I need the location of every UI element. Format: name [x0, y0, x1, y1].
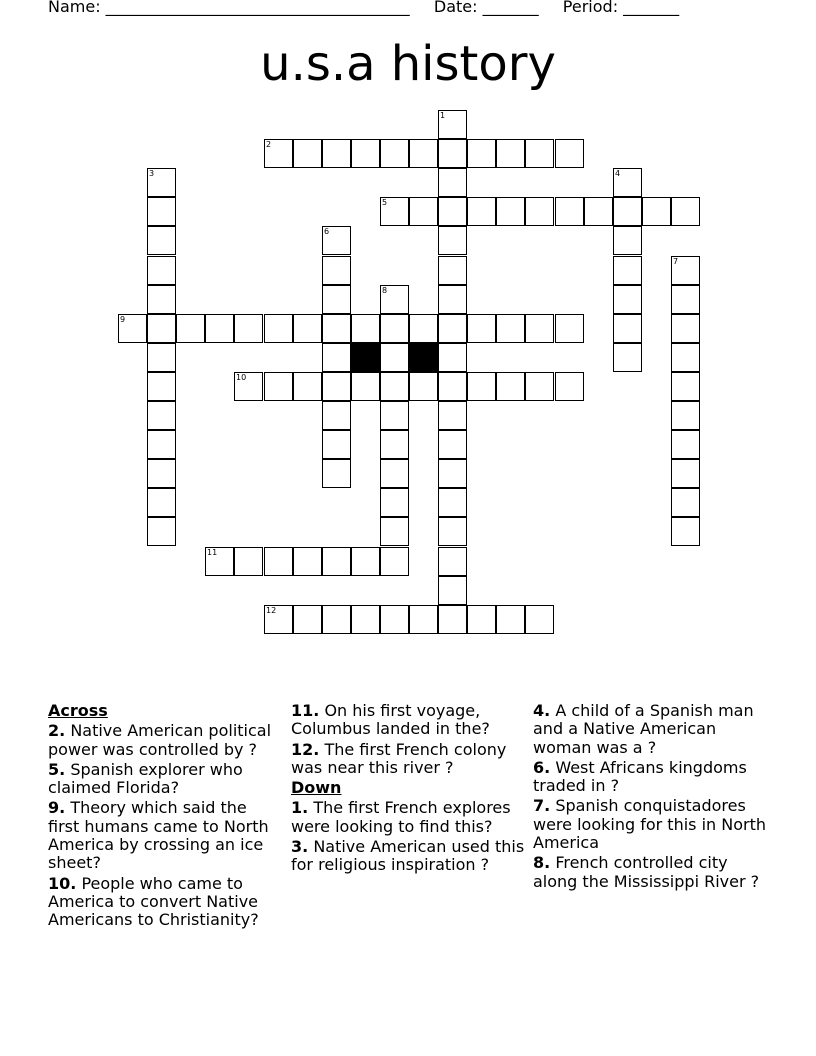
crossword-cell[interactable]: [380, 343, 409, 372]
crossword-cell[interactable]: [438, 488, 467, 517]
crossword-cell[interactable]: [293, 605, 322, 634]
clue-text: French controlled city along the Mississippi River ?: [533, 853, 760, 891]
clue-number: 8.: [533, 853, 551, 873]
date-blank[interactable]: _______: [477, 0, 539, 16]
clue-text: Spanish conquistadores were looking for this in North America: [533, 796, 766, 853]
crossword-cell[interactable]: [234, 372, 263, 401]
crossword-cell[interactable]: [409, 605, 438, 634]
crossword-cell[interactable]: [671, 459, 700, 488]
crossword-cell[interactable]: [467, 197, 496, 226]
crossword-cell[interactable]: [438, 547, 467, 576]
crossword-cell[interactable]: [322, 430, 351, 459]
crossword-cell[interactable]: [322, 401, 351, 430]
clue-text: Spanish explorer who claimed Florida?: [48, 759, 243, 798]
crossword-cell[interactable]: [613, 168, 642, 197]
crossword-cell[interactable]: [438, 605, 467, 634]
crossword-cell[interactable]: [147, 197, 176, 226]
clue-text: Native American used this for religious inspiration ?: [291, 837, 525, 875]
cell-number: 5: [382, 198, 388, 207]
clue-number: 1.: [291, 798, 309, 818]
crossword-cell[interactable]: [322, 314, 351, 343]
clue-down-6: [533, 759, 768, 796]
crossword-cell[interactable]: [147, 343, 176, 372]
crossword-cell[interactable]: [642, 197, 671, 226]
crossword-cell[interactable]: [322, 372, 351, 401]
cell-number: 8: [382, 286, 388, 295]
crossword-cell[interactable]: [438, 401, 467, 430]
clue-number: 3.: [291, 837, 309, 857]
crossword-cell[interactable]: [147, 226, 176, 255]
crossword-cell[interactable]: [264, 314, 293, 343]
clue-number: 2.: [48, 721, 66, 741]
crossword-cell[interactable]: [525, 197, 554, 226]
crossword-cell[interactable]: [380, 314, 409, 343]
crossword-cell[interactable]: [293, 372, 322, 401]
cell-number: 4: [615, 169, 621, 178]
crossword-cell[interactable]: [409, 139, 438, 168]
crossword-cell[interactable]: [205, 314, 234, 343]
crossword-cell[interactable]: [322, 256, 351, 285]
crossword-cell[interactable]: [380, 139, 409, 168]
down-heading: Down: [291, 778, 342, 798]
clue-number: 10.: [48, 873, 77, 893]
crossword-cell[interactable]: [438, 256, 467, 285]
crossword-cell[interactable]: [234, 314, 263, 343]
cell-number: 1: [440, 111, 446, 120]
crossword-cell[interactable]: [671, 197, 700, 226]
clue-across-12: [291, 741, 526, 778]
crossword-cell[interactable]: [671, 430, 700, 459]
crossword-cell[interactable]: [380, 547, 409, 576]
crossword-cell[interactable]: [671, 314, 700, 343]
clue-across-10: [48, 875, 283, 930]
crossword-cell[interactable]: [525, 314, 554, 343]
cell-number: 12: [266, 606, 277, 615]
crossword-cell[interactable]: [176, 314, 205, 343]
crossword-cell[interactable]: [351, 372, 380, 401]
clue-number: 5.: [48, 759, 66, 779]
crossword-cell[interactable]: [438, 459, 467, 488]
crossword-cell[interactable]: [467, 605, 496, 634]
crossword-cell[interactable]: [380, 605, 409, 634]
crossword-cell[interactable]: [380, 430, 409, 459]
crossword-cell[interactable]: [613, 343, 642, 372]
crossword-cell[interactable]: [351, 605, 380, 634]
crossword-cell[interactable]: [438, 110, 467, 139]
clue-down-1: [291, 799, 526, 836]
clue-text: A child of a Spanish man and a Native American woman was a ?: [533, 701, 754, 757]
crossword-cell[interactable]: [293, 314, 322, 343]
crossword-cell[interactable]: [555, 314, 584, 343]
clue-text: The first French explores were looking to find this?: [291, 798, 511, 836]
crossword-cell[interactable]: [467, 314, 496, 343]
clue-column-1: [48, 702, 283, 932]
blocked-cell: [351, 343, 380, 372]
clue-number: 12.: [291, 739, 320, 759]
crossword-cell[interactable]: [322, 605, 351, 634]
crossword-cell[interactable]: [322, 459, 351, 488]
clue-across-9: [48, 799, 283, 872]
crossword-cell[interactable]: [351, 547, 380, 576]
crossword-cell[interactable]: [322, 139, 351, 168]
clue-number: 4.: [533, 701, 551, 720]
crossword-cell[interactable]: [671, 285, 700, 314]
clue-across-11: [291, 702, 526, 739]
crossword-cell[interactable]: [351, 139, 380, 168]
crossword-cell[interactable]: [147, 488, 176, 517]
clue-number: 7.: [533, 796, 551, 816]
crossword-cell[interactable]: [671, 401, 700, 430]
crossword-cell[interactable]: [438, 226, 467, 255]
crossword-cell[interactable]: [438, 139, 467, 168]
crossword-cell[interactable]: [671, 517, 700, 546]
crossword-cell[interactable]: [147, 372, 176, 401]
crossword-cell[interactable]: [438, 372, 467, 401]
across-heading: Across: [48, 701, 108, 720]
crossword-cell[interactable]: [322, 547, 351, 576]
clue-number: 6.: [533, 757, 551, 777]
cell-number: 7: [673, 257, 679, 266]
crossword-cell[interactable]: [613, 314, 642, 343]
period-label: Period:: [562, 0, 619, 16]
crossword-cell[interactable]: [205, 547, 234, 576]
crossword-cell[interactable]: [409, 314, 438, 343]
crossword-cell[interactable]: [613, 256, 642, 285]
crossword-cell[interactable]: [147, 168, 176, 197]
clue-across-2: [48, 722, 283, 759]
crossword-cell[interactable]: [496, 314, 525, 343]
crossword-cell[interactable]: [147, 314, 176, 343]
crossword-cell[interactable]: [467, 372, 496, 401]
blocked-cell: [409, 343, 438, 372]
crossword-cell[interactable]: [555, 197, 584, 226]
clue-text: Native American political power was controlled by ?: [48, 721, 272, 759]
clue-column-3: [533, 702, 768, 893]
crossword-cell[interactable]: [147, 401, 176, 430]
crossword-cell[interactable]: [234, 547, 263, 576]
crossword-cell[interactable]: [264, 547, 293, 576]
clue-text: On his first voyage, Columbus landed in the?: [291, 701, 490, 739]
cell-number: 2: [266, 140, 272, 149]
clue-down-7: [533, 797, 768, 852]
clue-across-5: [48, 761, 283, 798]
crossword-cell[interactable]: [438, 197, 467, 226]
clue-text: West Africans kingdoms traded in ?: [533, 757, 747, 796]
crossword-cell[interactable]: [438, 314, 467, 343]
crossword-cell[interactable]: [147, 285, 176, 314]
crossword-cell[interactable]: [496, 605, 525, 634]
crossword-cell[interactable]: [438, 430, 467, 459]
crossword-cell[interactable]: [671, 343, 700, 372]
crossword-cell[interactable]: [555, 372, 584, 401]
period-blank[interactable]: _______: [618, 0, 680, 16]
crossword-cell[interactable]: [264, 372, 293, 401]
clue-down-4: [533, 702, 768, 757]
crossword-cell[interactable]: [671, 256, 700, 285]
crossword-cell[interactable]: [118, 314, 147, 343]
crossword-cell[interactable]: [293, 547, 322, 576]
name-blank[interactable]: ______________________________________: [100, 0, 410, 16]
crossword-cell[interactable]: [409, 372, 438, 401]
crossword-cell[interactable]: [147, 256, 176, 285]
crossword-cell[interactable]: [496, 372, 525, 401]
crossword-cell[interactable]: [438, 168, 467, 197]
crossword-cell[interactable]: [467, 139, 496, 168]
puzzle-title: u.s.a history: [260, 36, 556, 92]
clue-down-3: [291, 838, 526, 875]
crossword-cell[interactable]: [322, 285, 351, 314]
crossword-cell[interactable]: [147, 459, 176, 488]
crossword-cell[interactable]: [525, 372, 554, 401]
crossword-cell[interactable]: [322, 343, 351, 372]
crossword-cell[interactable]: [380, 285, 409, 314]
crossword-cell[interactable]: [613, 285, 642, 314]
date-label: Date:: [433, 0, 478, 16]
crossword-cell[interactable]: [380, 401, 409, 430]
clue-number: 9.: [48, 798, 66, 818]
name-label: Name:: [48, 0, 101, 16]
crossword-cell[interactable]: [613, 197, 642, 226]
crossword-cell[interactable]: [496, 197, 525, 226]
clue-text: People who came to America to convert Native Americans to Christianity?: [48, 873, 259, 930]
clue-text: The first French colony was near this river ?: [291, 739, 507, 777]
crossword-cell[interactable]: [409, 197, 438, 226]
crossword-cell[interactable]: [380, 197, 409, 226]
crossword-cell[interactable]: [438, 343, 467, 372]
clue-number: 11.: [291, 701, 320, 720]
crossword-cell[interactable]: [438, 285, 467, 314]
crossword-cell[interactable]: [671, 372, 700, 401]
crossword-cell[interactable]: [613, 226, 642, 255]
crossword-cell[interactable]: [584, 197, 613, 226]
cell-number: 11: [207, 548, 218, 557]
crossword-cell[interactable]: [351, 314, 380, 343]
crossword-cell[interactable]: [147, 517, 176, 546]
crossword-cell[interactable]: [147, 430, 176, 459]
cell-number: 3: [149, 169, 155, 178]
crossword-cell[interactable]: [380, 517, 409, 546]
crossword-cell[interactable]: [322, 226, 351, 255]
crossword-cell[interactable]: [525, 605, 554, 634]
clue-down-8: [533, 854, 768, 891]
cell-number: 9: [120, 315, 126, 324]
crossword-cell[interactable]: [380, 459, 409, 488]
clue-column-2: [291, 702, 526, 877]
clue-text: Theory which said the first humans came to North America by crossing an ice sheet?: [48, 798, 269, 873]
crossword-cell[interactable]: [380, 372, 409, 401]
crossword-cell[interactable]: [380, 488, 409, 517]
crossword-cell[interactable]: [496, 139, 525, 168]
crossword-cell[interactable]: [438, 517, 467, 546]
crossword-cell[interactable]: [293, 139, 322, 168]
cell-number: 10: [236, 373, 247, 382]
crossword-cell[interactable]: [264, 139, 293, 168]
crossword-cell[interactable]: [525, 139, 554, 168]
crossword-cell[interactable]: [264, 605, 293, 634]
crossword-cell[interactable]: [438, 576, 467, 605]
cell-number: 6: [324, 227, 330, 236]
crossword-cell[interactable]: [671, 488, 700, 517]
crossword-cell[interactable]: [555, 139, 584, 168]
